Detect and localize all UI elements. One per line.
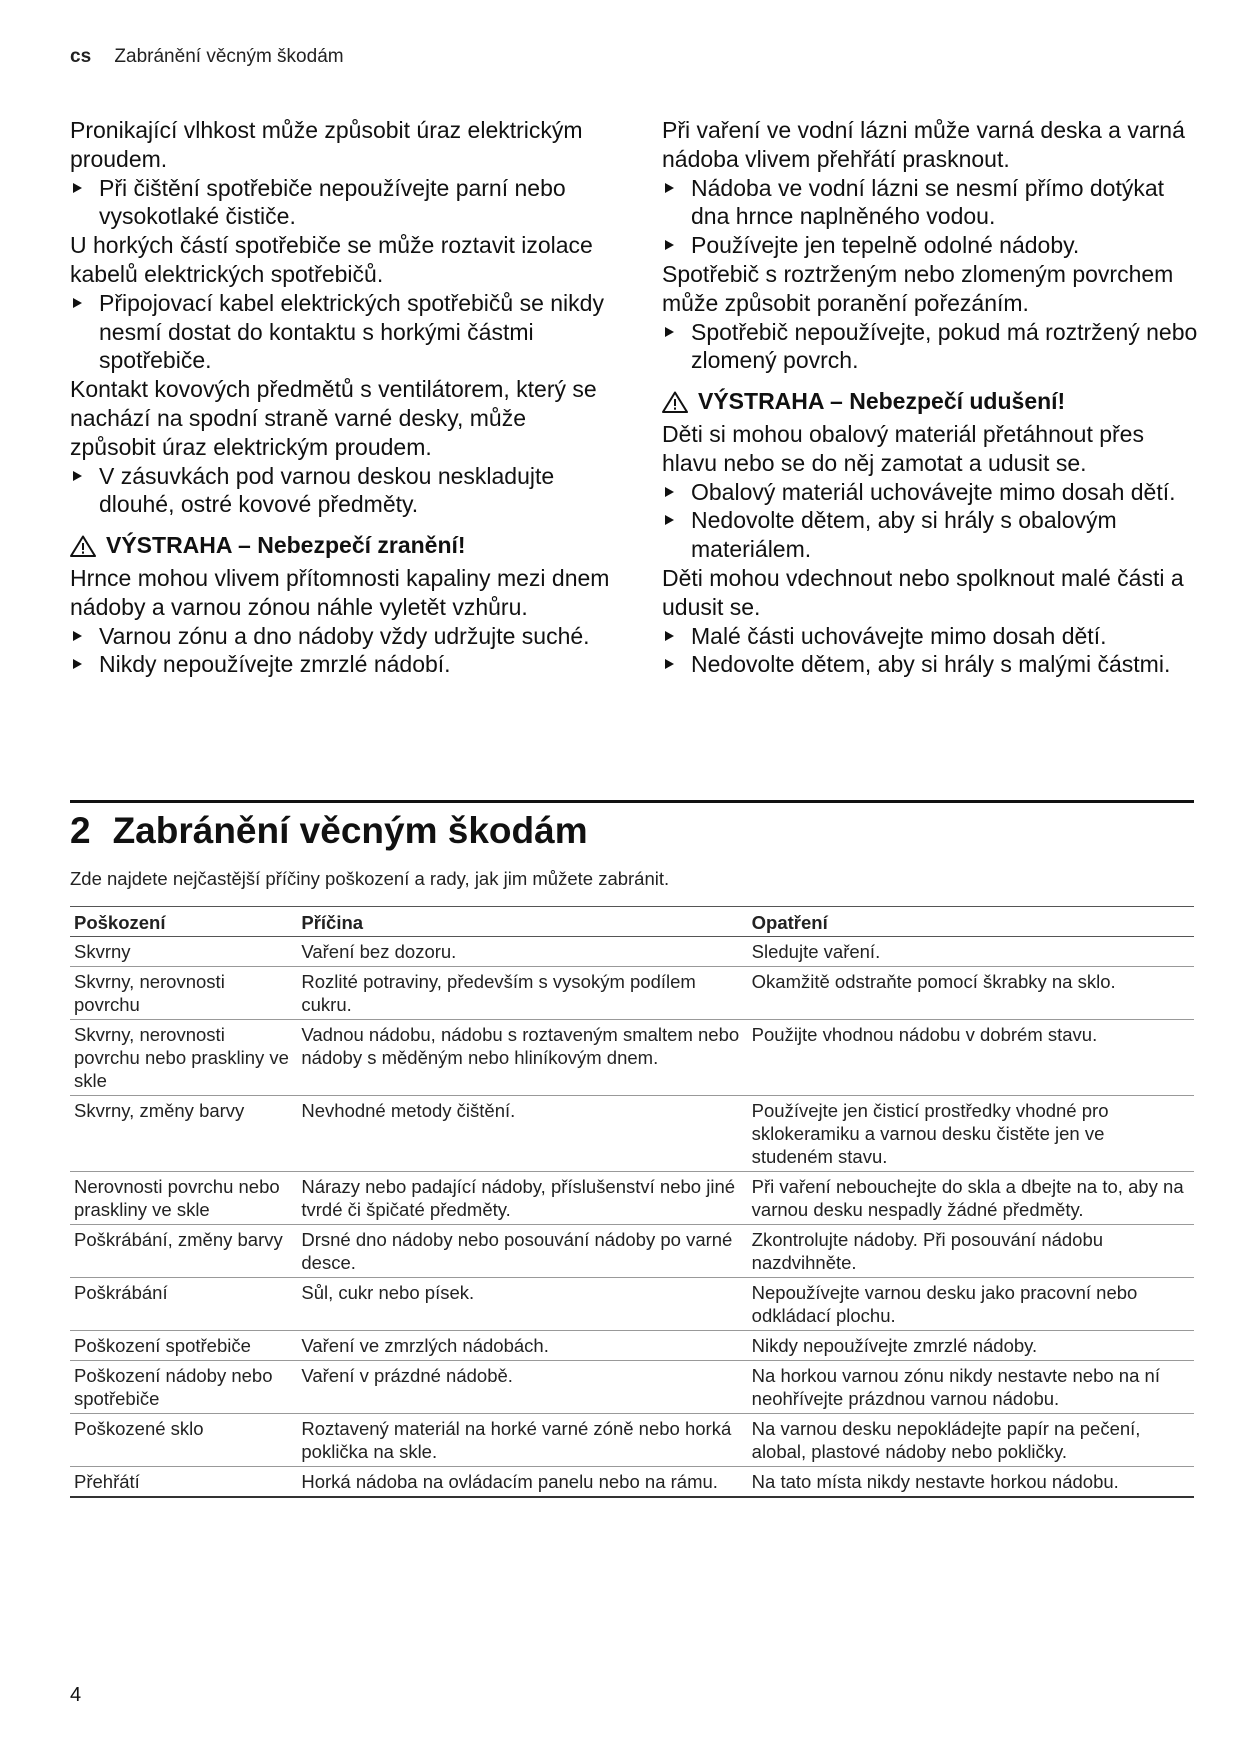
- header-title: Zabránění věcným škodám: [114, 46, 344, 67]
- table-cell: Skvrny, nerovnosti povrchu nebo praskliny ve skle: [70, 1020, 297, 1096]
- table-cell: Zkontrolujte nádoby. Při posouvání nádobu nazdvihněte.: [748, 1225, 1194, 1278]
- paragraph: Kontakt kovových předmětů s ventilátorem, který se nachází na spodní straně varné desky, může způsobit úraz elektrickým proudem.: [70, 376, 597, 460]
- column-header-cause: Příčina: [297, 907, 747, 937]
- table-cell: Na tato místa nikdy nestavte horkou nádobu.: [748, 1467, 1194, 1498]
- table-cell: Sůl, cukr nebo písek.: [297, 1278, 747, 1331]
- table-cell: Použijte vhodnou nádobu v dobrém stavu.: [748, 1020, 1194, 1096]
- table-cell: Nerovnosti povrchu nebo praskliny ve skle: [70, 1172, 297, 1225]
- table-row: [70, 1467, 1194, 1498]
- warning-triangle-icon: [70, 535, 96, 557]
- table-cell: Přehřátí: [70, 1467, 297, 1498]
- table-cell: Poškození nádoby nebo spotřebiče: [70, 1361, 297, 1414]
- table-cell: Horká nádoba na ovládacím panelu nebo na rámu.: [297, 1467, 747, 1498]
- table-cell: Na varnou desku nepokládejte papír na pečení, alobal, plastové nádoby nebo pokličky.: [748, 1414, 1194, 1467]
- paragraph: Spotřebič s roztrženým nebo zlomeným povrchem může způsobit poranění pořezáním.: [662, 260, 1174, 316]
- paragraph: Děti si mohou obalový materiál přetáhnout přes hlavu nebo se do něj zamotat a udusit se.: [662, 420, 1144, 476]
- bullet-list: [662, 318, 1202, 376]
- running-header: [70, 46, 344, 68]
- section-title-text: Zabránění věcným škodám: [112, 810, 588, 851]
- section-number: 2: [70, 810, 91, 851]
- table-cell: Na horkou varnou zónu nikdy nestavte nebo na ní neohřívejte prázdnou varnou nádobu.: [748, 1361, 1194, 1414]
- table-row: [70, 1331, 1194, 1361]
- table-header-row: [70, 907, 1194, 937]
- table-row: [70, 1020, 1194, 1096]
- right-column: [662, 116, 1202, 679]
- table-row: [70, 1096, 1194, 1172]
- table-cell: Vadnou nádobu, nádobu s roztaveným smaltem nebo nádoby s měděným nebo hliníkovým dnem.: [297, 1020, 747, 1096]
- table-row: [70, 1278, 1194, 1331]
- warning-text: VÝSTRAHA – Nebezpečí zranění!: [106, 532, 466, 559]
- list-item: Varnou zónu a dno nádoby vždy udržujte suché.: [70, 622, 610, 651]
- warning-heading: [662, 387, 1202, 416]
- list-item: Spotřebič nepoužívejte, pokud má roztržený nebo zlomený povrch.: [662, 318, 1202, 376]
- paragraph: Pronikající vlhkost může způsobit úraz elektrickým proudem.: [70, 117, 583, 172]
- bullet-list: [70, 462, 610, 520]
- list-item: Při čištění spotřebiče nepoužívejte parní nebo vysokotlaké čističe.: [70, 174, 610, 232]
- list-item: Nikdy nepoužívejte zmrzlé nádobí.: [70, 650, 610, 679]
- section-divider: [70, 800, 1194, 803]
- warning-text: VÝSTRAHA – Nebezpečí udušení!: [698, 388, 1066, 415]
- column-header-damage: Poškození: [70, 907, 297, 937]
- table-cell: Nevhodné metody čištění.: [297, 1096, 747, 1172]
- bullet-list: [662, 174, 1202, 260]
- table-row: [70, 937, 1194, 967]
- paragraph: Při vaření ve vodní lázni může varná deska a varná nádoba vlivem přehřátí prasknout.: [662, 117, 1185, 172]
- table-row: [70, 967, 1194, 1020]
- table-cell: Sledujte vaření.: [748, 937, 1194, 967]
- bullet-list: [70, 289, 610, 375]
- paragraph: U horkých částí spotřebiče se může roztavit izolace kabelů elektrických spotřebičů.: [70, 232, 593, 287]
- list-item: Nedovolte dětem, aby si hrály s obalovým materiálem.: [662, 506, 1202, 564]
- list-item: Nádoba ve vodní lázni se nesmí přímo dotýkat dna hrnce naplněného vodou.: [662, 174, 1202, 232]
- bullet-list: [70, 622, 610, 680]
- table-cell: Skvrny, změny barvy: [70, 1096, 297, 1172]
- table-row: [70, 1225, 1194, 1278]
- list-item: Nedovolte dětem, aby si hrály s malými částmi.: [662, 650, 1202, 679]
- page-number: 4: [70, 1684, 82, 1706]
- table-cell: Vaření ve zmrzlých nádobách.: [297, 1331, 747, 1361]
- table-cell: Okamžitě odstraňte pomocí škrabky na sklo.: [748, 967, 1194, 1020]
- table-cell: Poškrábání: [70, 1278, 297, 1331]
- warning-heading: [70, 531, 610, 560]
- table-cell: Skvrny: [70, 937, 297, 967]
- table-cell: Poškrábání, změny barvy: [70, 1225, 297, 1278]
- damage-table: [70, 906, 1194, 1498]
- section-intro: Zde najdete nejčastější příčiny poškození a rady, jak jim můžete zabránit.: [70, 868, 670, 889]
- paragraph: Děti mohou vdechnout nebo spolknout malé části a udusit se.: [662, 564, 1184, 620]
- table-cell: Skvrny, nerovnosti povrchu: [70, 967, 297, 1020]
- table-cell: Používejte jen čisticí prostředky vhodné pro sklokeramiku a varnou desku čistěte jen ve studeném stavu.: [748, 1096, 1194, 1172]
- table-cell: Při vaření nebouchejte do skla a dbejte na to, aby na varnou desku nespadly žádné předměty.: [748, 1172, 1194, 1225]
- table-cell: Poškození spotřebiče: [70, 1331, 297, 1361]
- table-cell: Roztavený materiál na horké varné zóně nebo horká poklička na skle.: [297, 1414, 747, 1467]
- table-cell: Vaření v prázdné nádobě.: [297, 1361, 747, 1414]
- list-item: Malé části uchovávejte mimo dosah dětí.: [662, 622, 1202, 651]
- column-header-measure: Opatření: [748, 907, 1194, 937]
- list-item: Používejte jen tepelně odolné nádoby.: [662, 231, 1202, 260]
- table-cell: Vaření bez dozoru.: [297, 937, 747, 967]
- list-item: V zásuvkách pod varnou deskou neskladujte dlouhé, ostré kovové předměty.: [70, 462, 610, 520]
- paragraph: Hrnce mohou vlivem přítomnosti kapaliny mezi dnem nádoby a varnou zónou náhle vyletět vzhůru.: [70, 564, 610, 620]
- table-cell: Nikdy nepoužívejte zmrzlé nádoby.: [748, 1331, 1194, 1361]
- table-cell: Nárazy nebo padající nádoby, příslušenství nebo jiné tvrdé či špičaté předměty.: [297, 1172, 747, 1225]
- bullet-list: [662, 622, 1202, 680]
- table-cell: Drsné dno nádoby nebo posouvání nádoby po varné desce.: [297, 1225, 747, 1278]
- table-cell: Rozlité potraviny, především s vysokým podílem cukru.: [297, 967, 747, 1020]
- list-item: Připojovací kabel elektrických spotřebičů se nikdy nesmí dostat do kontaktu s horkými částmi spotřebiče.: [70, 289, 610, 375]
- section-heading: [70, 810, 588, 852]
- warning-triangle-icon: [662, 391, 688, 413]
- left-column: [70, 116, 610, 679]
- table-row: [70, 1414, 1194, 1467]
- bullet-list: [70, 174, 610, 232]
- table-row: [70, 1361, 1194, 1414]
- list-item: Obalový materiál uchovávejte mimo dosah dětí.: [662, 478, 1202, 507]
- table-cell: Nepoužívejte varnou desku jako pracovní nebo odkládací plochu.: [748, 1278, 1194, 1331]
- table-row: [70, 1172, 1194, 1225]
- bullet-list: [662, 478, 1202, 564]
- language-code: cs: [70, 46, 92, 67]
- table-cell: Poškozené sklo: [70, 1414, 297, 1467]
